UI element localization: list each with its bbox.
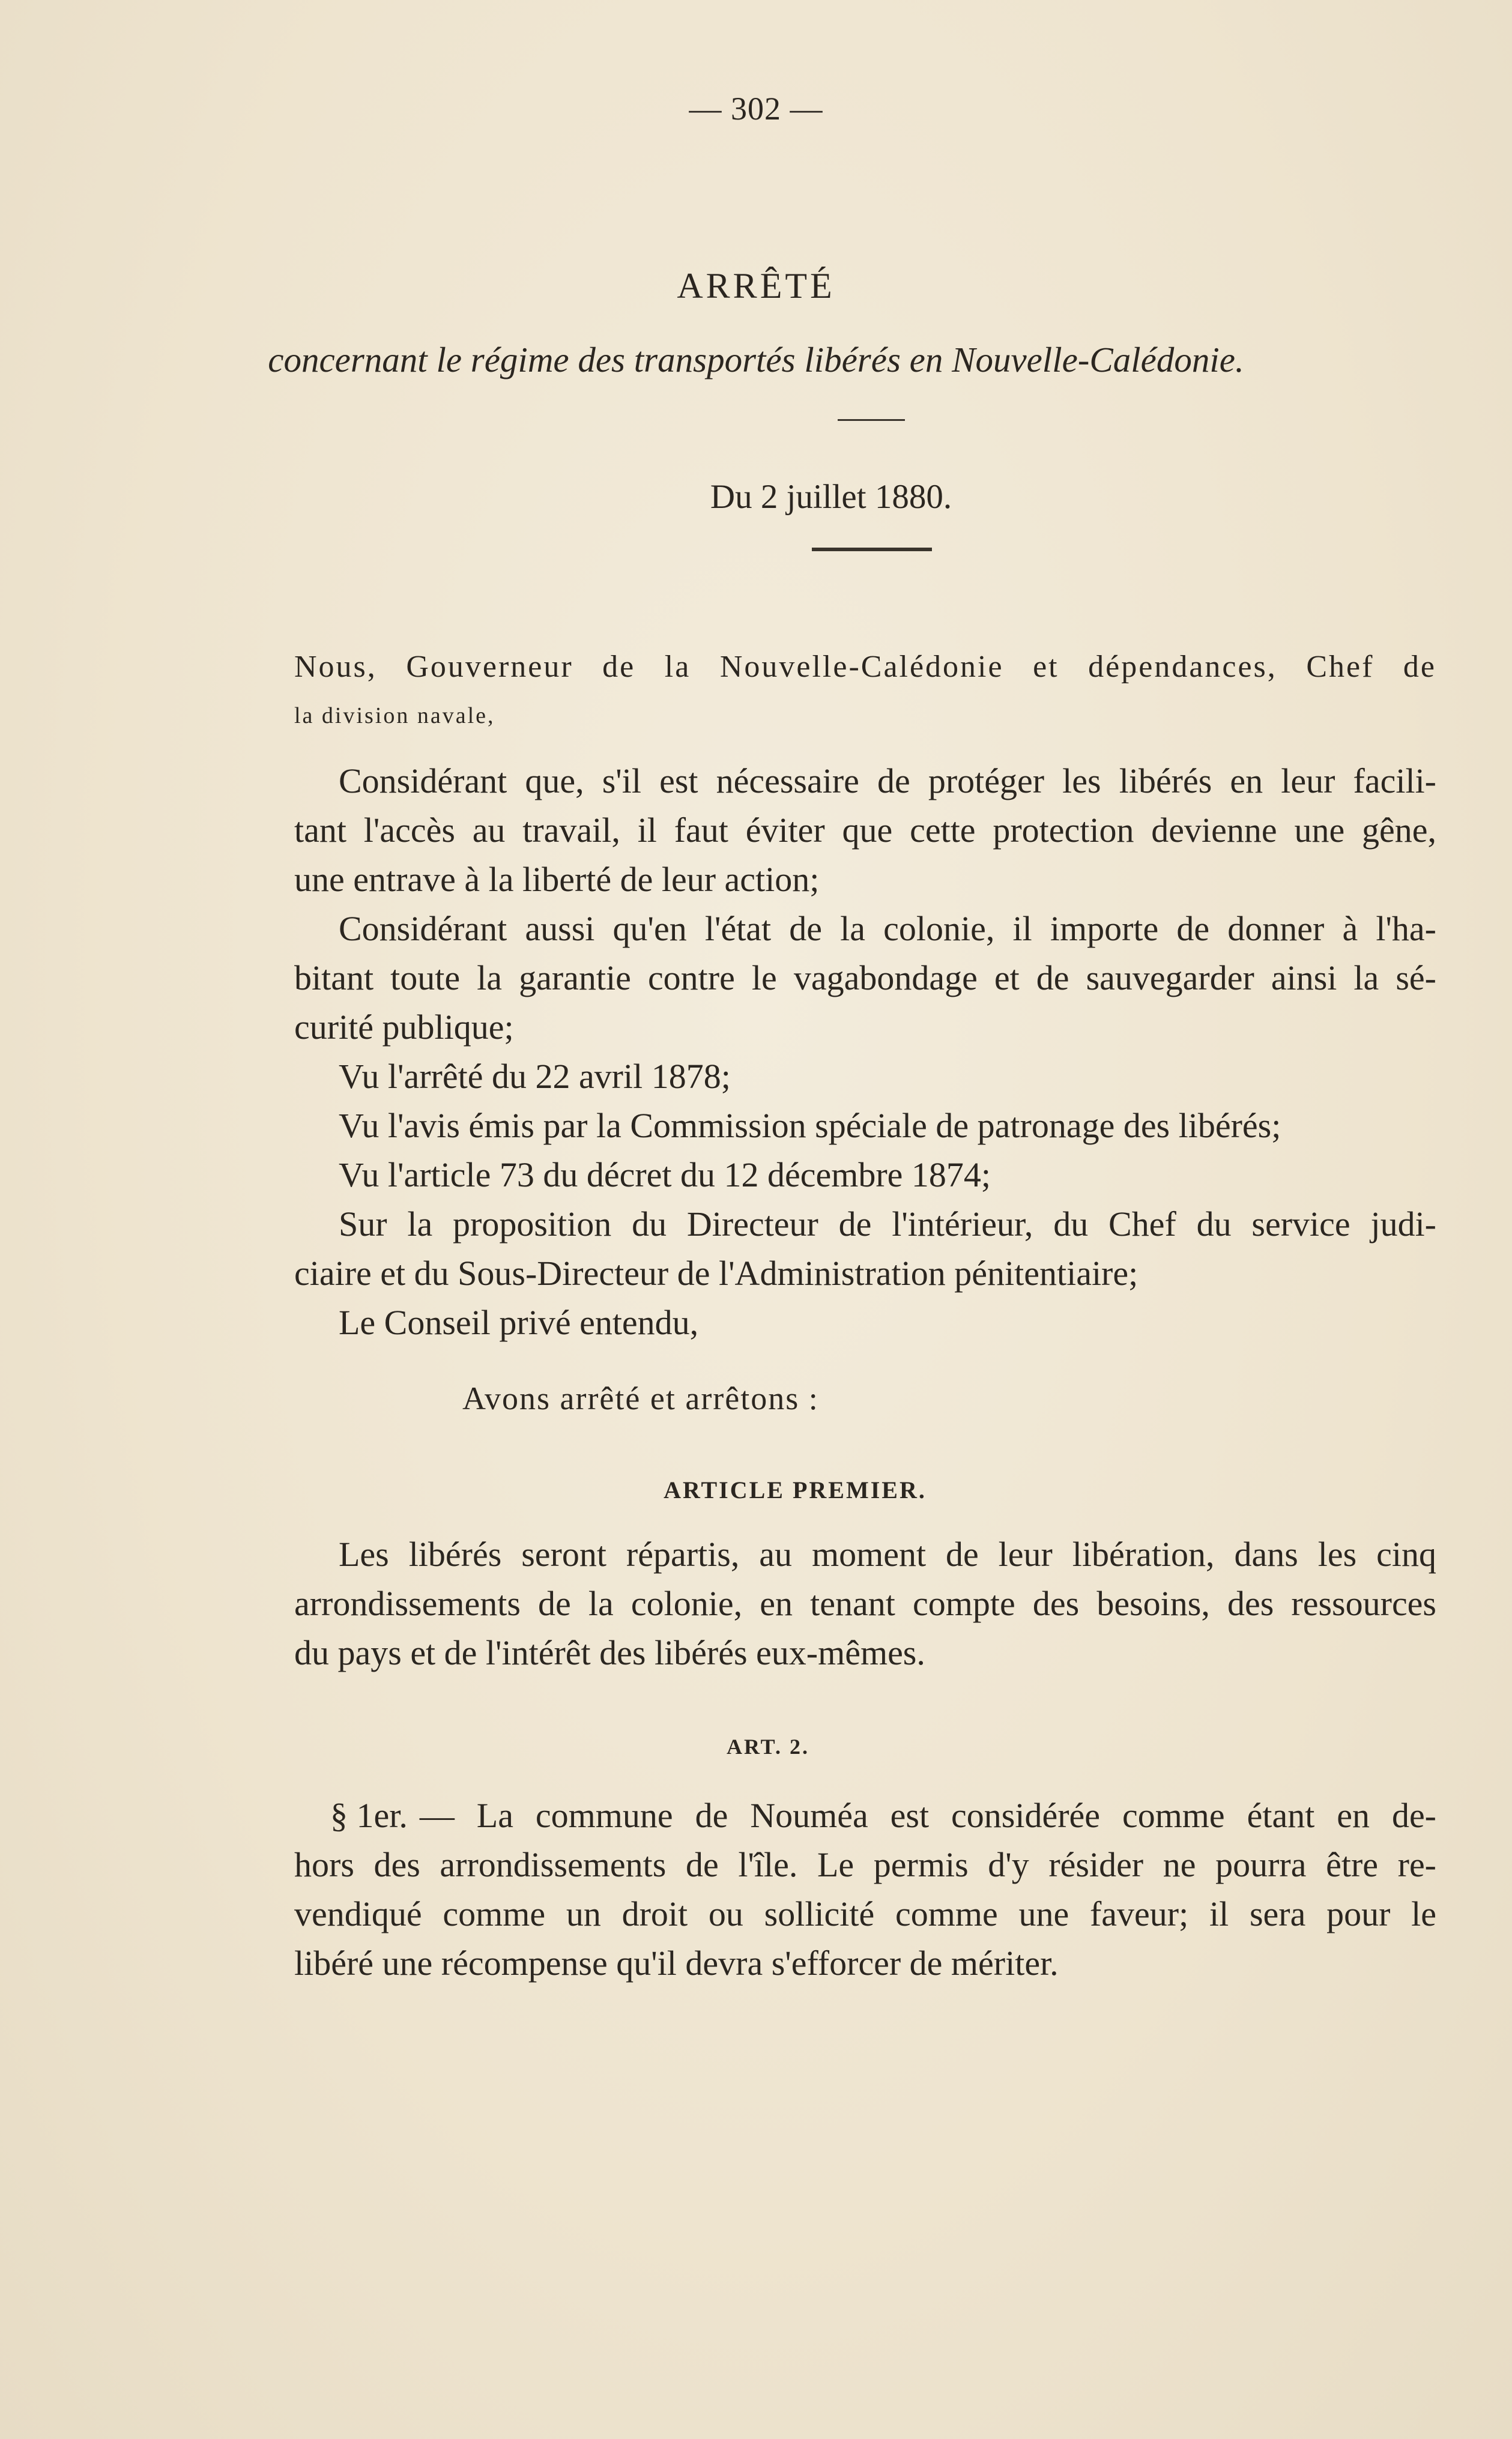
text-line: hors des arrondissements de l'île. Le permis d'y résider ne pourra être re- [294, 1845, 1436, 1884]
separator-rule [812, 548, 932, 551]
preamble-line: la division navale, [294, 703, 495, 728]
text-line [330, 1798, 1436, 1833]
text-line: Les libérés seront répartis, au moment de leur libération, dans les cinq [339, 1535, 1436, 1574]
separator-rule [838, 419, 905, 421]
document-title: ARRÊTÉ [677, 266, 835, 306]
text-line: Vu l'arrêté du 22 avril 1878; [339, 1057, 731, 1096]
text-line: Sur la proposition du Directeur de l'intérieur, du Chef du service judi- [339, 1204, 1436, 1244]
text-line: une entrave à la liberté de leur action; [294, 860, 820, 899]
text-line: Considérant aussi qu'en l'état de la colonie, il importe de donner à l'ha- [339, 909, 1436, 948]
text-line: Le Conseil privé entendu, [339, 1303, 699, 1342]
article-1-heading: ARTICLE PREMIER. [664, 1476, 927, 1504]
text-line: vendiqué comme un droit ou sollicité comme une faveur; il sera pour le [294, 1894, 1436, 1933]
text-line: tant l'accès au travail, il faut éviter que cette protection devienne une gêne, [294, 811, 1436, 850]
text-line: libéré une récompense qu'il devra s'efforcer de mériter. [294, 1944, 1059, 1983]
section-mark: § 1er. [330, 1796, 408, 1835]
preamble-line: Nous, Gouverneur de la Nouvelle-Calédonie et dépendances, Chef de [294, 650, 1436, 684]
text-line: curité publique; [294, 1008, 514, 1047]
document-subtitle: concernant le régime des transportés libérés en Nouvelle-Calédonie. [268, 340, 1244, 379]
text-line: Considérant que, s'il est nécessaire de protéger les libérés en leur facili- [339, 761, 1436, 800]
text-line: arrondissements de la colonie, en tenant compte des besoins, des ressources [294, 1584, 1436, 1623]
document-date: Du 2 juillet 1880. [710, 478, 952, 516]
text-line: ciaire et du Sous-Directeur de l'Administration pénitentiaire; [294, 1254, 1139, 1293]
text-line-rest: — La commune de Nouméa est considérée comme étant en de- [419, 1796, 1436, 1835]
page-number: — 302 — [689, 91, 823, 127]
text-line: bitant toute la garantie contre le vagabondage et de sauvegarder ainsi la sé- [294, 958, 1436, 997]
text-line: Vu l'article 73 du décret du 12 décembre 1874; [339, 1155, 991, 1194]
text-line: du pays et de l'intérêt des libérés eux-mêmes. [294, 1633, 925, 1672]
enacting-clause: Avons arrêté et arrêtons : [462, 1380, 819, 1416]
article-2-heading: ART. 2. [726, 1735, 810, 1759]
text-line: Vu l'avis émis par la Commission spéciale de patronage des libérés; [339, 1106, 1281, 1145]
